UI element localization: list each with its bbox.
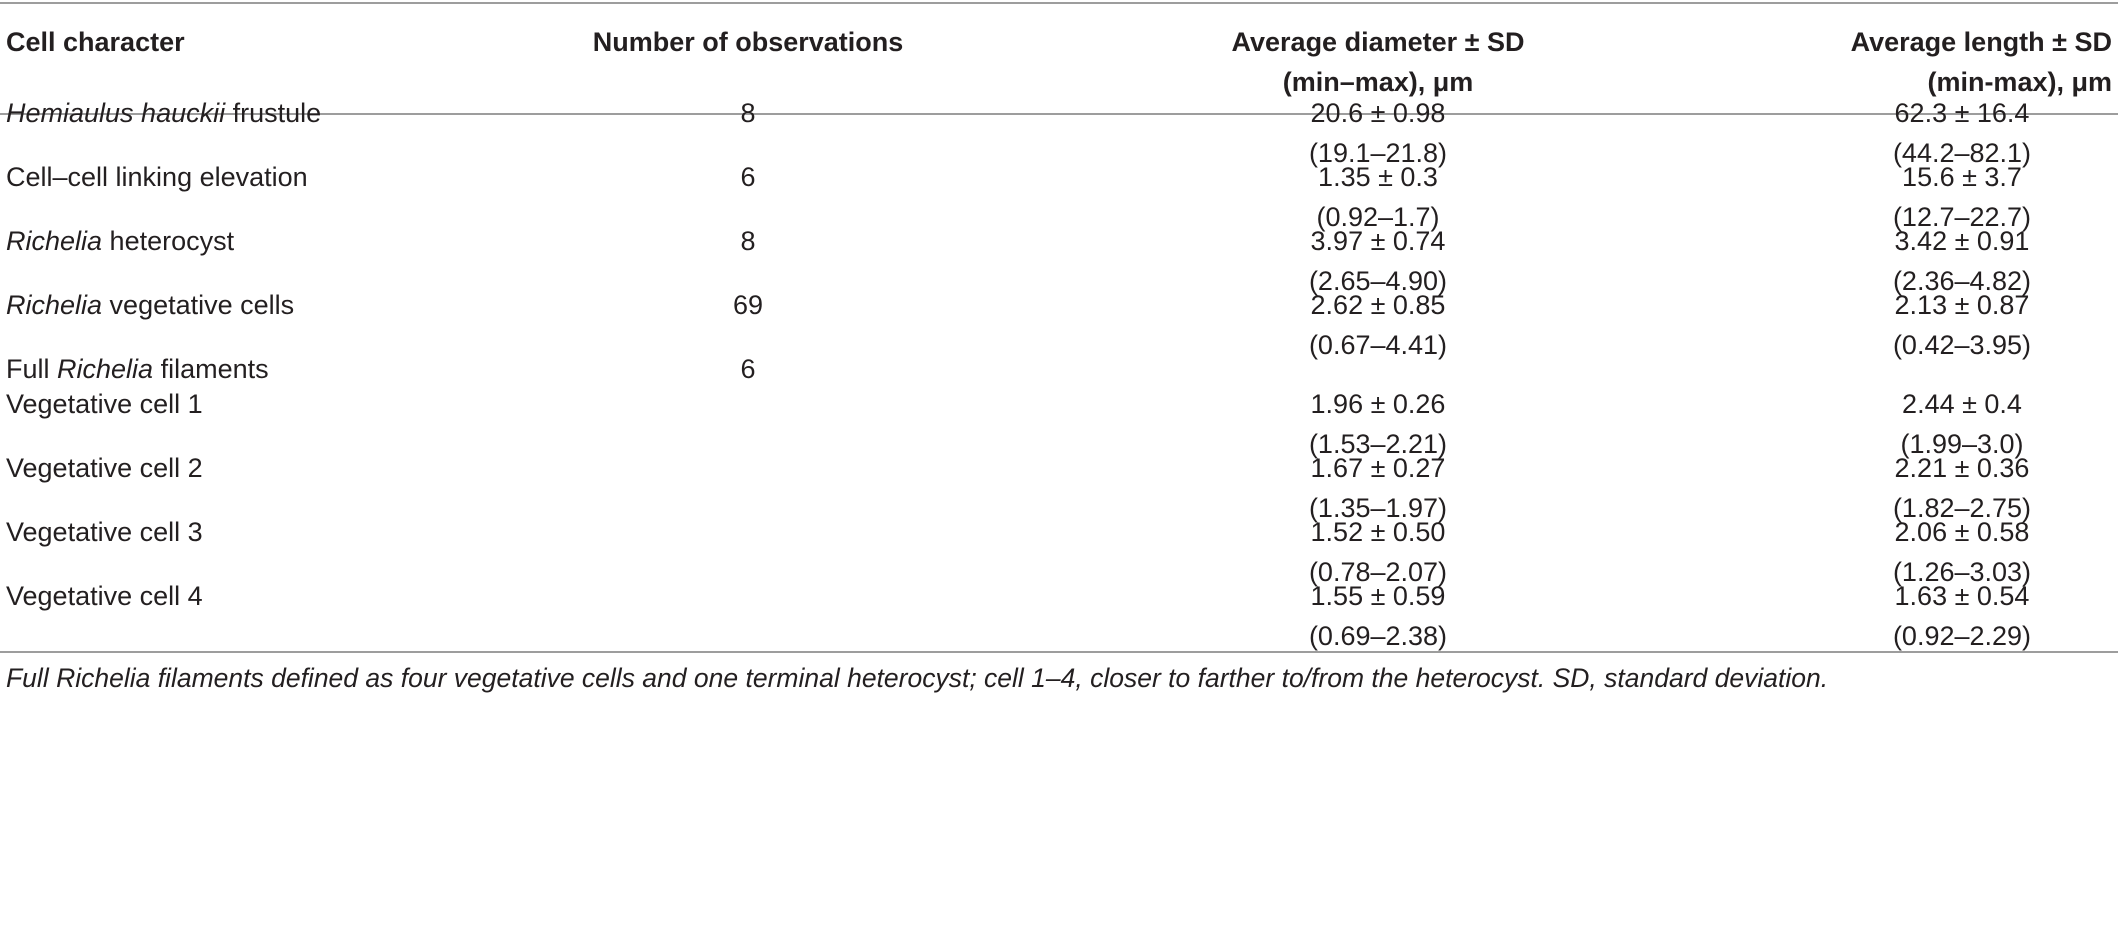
cell-length-value: 2.44 ± 0.4 [1902, 389, 2022, 419]
cell-character: Vegetative cell 1 [6, 389, 203, 419]
header-average-diameter-line2: (min–max), μm [1282, 67, 1474, 97]
cell-character-italic: Hemiaulus hauckii [6, 98, 226, 128]
cell-diameter-value: 3.97 ± 0.74 [1310, 226, 1446, 256]
cell-length-range: (1.82–2.75) [1892, 493, 2032, 523]
cell-diameter-range: (1.53–2.21) [1308, 429, 1448, 459]
cell-diameter-range: (1.35–1.97) [1308, 493, 1448, 523]
cell-character [6, 285, 294, 325]
cell-observations: 8 [740, 98, 756, 128]
cell-diameter-value: 1.67 ± 0.27 [1310, 453, 1446, 483]
cell-length-value: 62.3 ± 16.4 [1894, 98, 2030, 128]
cell-diameter-value: 2.62 ± 0.85 [1310, 290, 1446, 320]
cell-diameter-value: 1.55 ± 0.59 [1310, 581, 1446, 611]
table-top-rule [0, 2, 2118, 4]
cell-length-range: (1.99–3.0) [1900, 429, 2024, 459]
cell-diameter-value: 1.52 ± 0.50 [1310, 517, 1446, 547]
cell-character-rest: vegetative cells [102, 290, 295, 320]
cell-length-range: (0.92–2.29) [1892, 621, 2032, 651]
cell-character [6, 349, 269, 389]
cell-character-rest: frustule [225, 98, 322, 128]
cell-character-italic: Richelia [57, 354, 154, 384]
cell-diameter-range: (0.78–2.07) [1308, 557, 1448, 587]
cell-character-italic: Richelia [6, 290, 103, 320]
cell-observations: 6 [740, 162, 756, 192]
cell-length-value: 3.42 ± 0.91 [1894, 226, 2030, 256]
cell-diameter-range: (0.92–1.7) [1316, 202, 1440, 232]
table-footnote: Full Richelia filaments defined as four vegetative cells and one terminal heterocyst; cell 1–4, closer to farther to/from the heterocyst. SD, standard deviation. [6, 663, 1829, 693]
header-average-diameter-line1: Average diameter ± SD [1231, 27, 1525, 57]
cell-diameter-range: (2.65–4.90) [1308, 266, 1448, 296]
cell-observations: 69 [732, 290, 764, 320]
cell-length [1720, 576, 2118, 656]
cell-character: Vegetative cell 2 [6, 453, 203, 483]
cell-character-rest: heterocyst [102, 226, 235, 256]
cell-length-range: (44.2–82.1) [1892, 138, 2032, 168]
cell-length-value: 2.21 ± 0.36 [1894, 453, 2030, 483]
cell-length-value: 15.6 ± 3.7 [1902, 162, 2022, 192]
cell-length-value: 2.13 ± 0.87 [1894, 290, 2030, 320]
cell-length-range: (12.7–22.7) [1892, 202, 2032, 232]
cell-diameter [1100, 285, 1656, 365]
table-bottom-rule [0, 651, 2118, 653]
cell-diameter-range: (0.67–4.41) [1308, 330, 1448, 360]
cell-character-italic: Richelia [6, 226, 103, 256]
cell-length-range: (0.42–3.95) [1892, 330, 2032, 360]
cell-character-rest: filaments [153, 354, 269, 384]
header-average-length-line1: Average length ± SD [1850, 27, 2112, 57]
cell-length-range: (2.36–4.82) [1892, 266, 2032, 296]
cell-length-value: 1.63 ± 0.54 [1894, 581, 2030, 611]
header-average-length-line2: (min-max), μm [1927, 67, 2112, 97]
cell-diameter [1100, 576, 1656, 656]
cell-diameter-range: (19.1–21.8) [1308, 138, 1448, 168]
cell-observations: 6 [740, 354, 756, 384]
header-cell-character: Cell character [6, 27, 185, 57]
cell-character: Vegetative cell 3 [6, 517, 203, 547]
cell-diameter-range: (0.69–2.38) [1308, 621, 1448, 651]
header-average-length [1720, 22, 2118, 102]
cell-diameter-value: 1.35 ± 0.3 [1318, 162, 1438, 192]
cell-character: Cell–cell linking elevation [6, 162, 308, 192]
header-average-diameter [1100, 22, 1656, 102]
cell-diameter-value: 20.6 ± 0.98 [1310, 98, 1446, 128]
cell-character-pre: Full [6, 354, 58, 384]
cell-length [1720, 285, 2118, 365]
cell-character [6, 93, 321, 133]
cell-observations: 8 [740, 226, 756, 256]
cell-length-range: (1.26–3.03) [1892, 557, 2032, 587]
header-number-of-observations: Number of observations [592, 27, 904, 57]
cell-character [6, 221, 234, 261]
cell-character: Vegetative cell 4 [6, 581, 203, 611]
cell-diameter-value: 1.96 ± 0.26 [1310, 389, 1446, 419]
cell-length-value: 2.06 ± 0.58 [1894, 517, 2030, 547]
